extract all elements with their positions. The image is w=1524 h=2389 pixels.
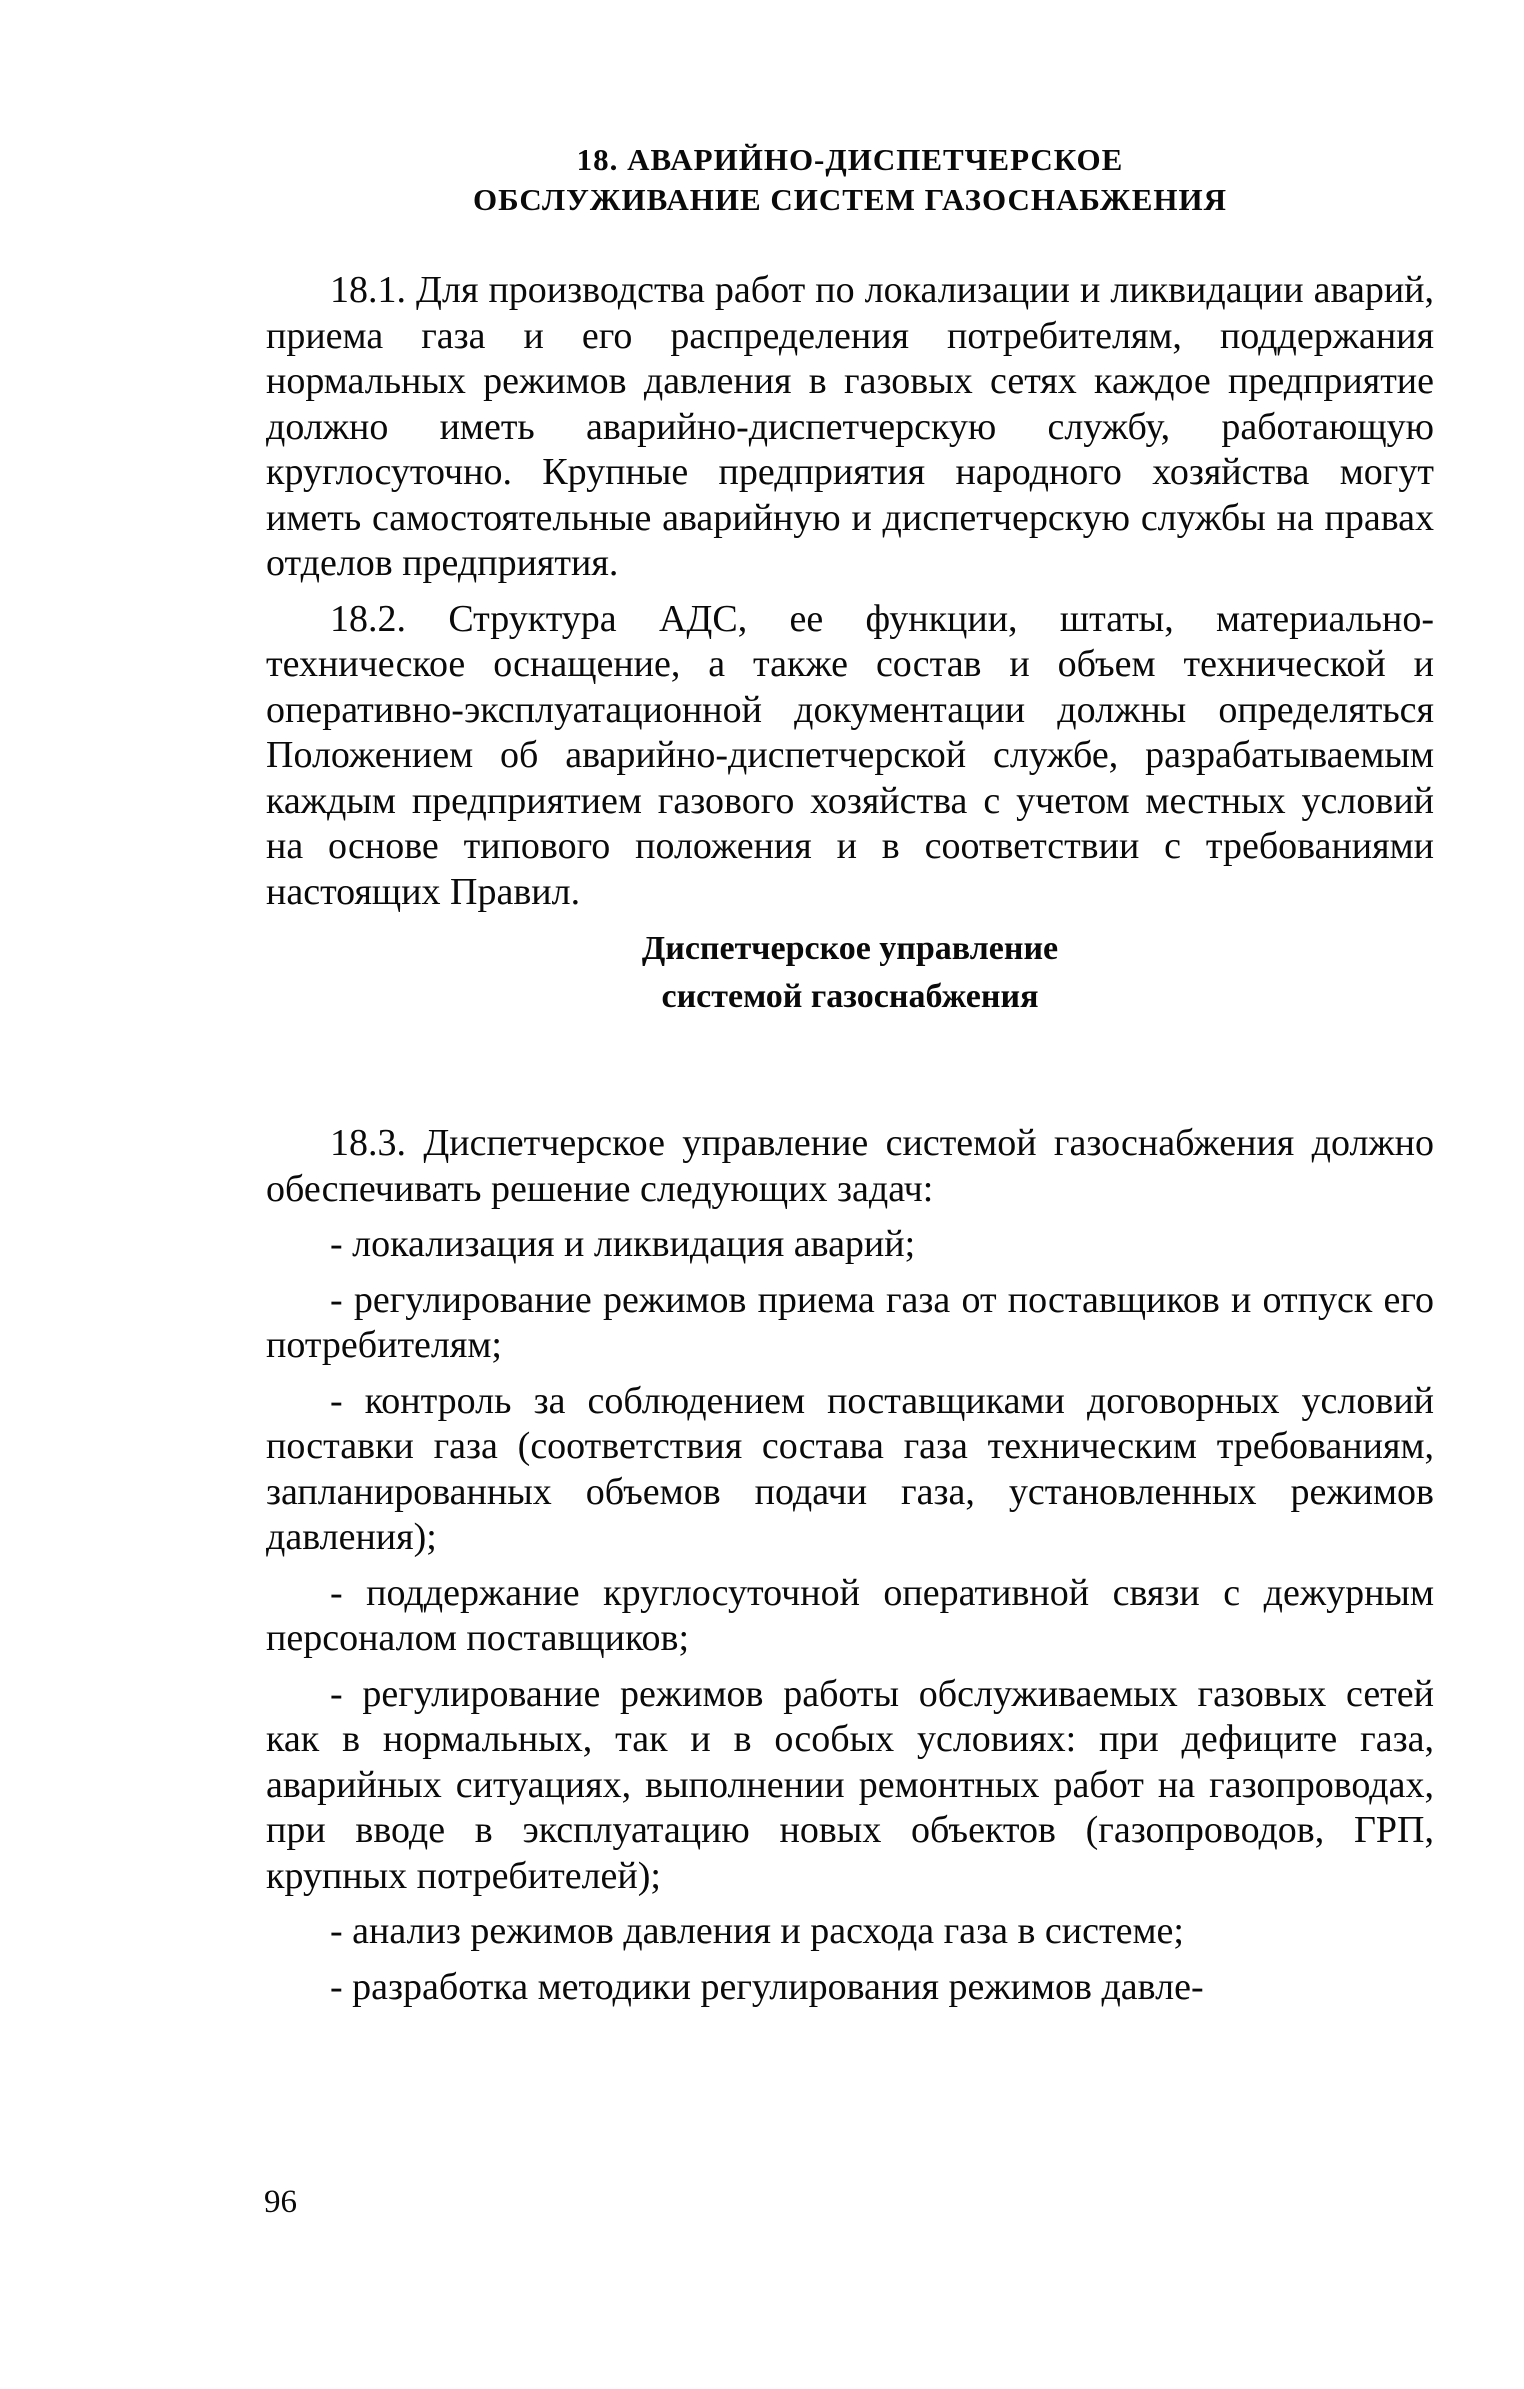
task-list [266, 1222, 1434, 2010]
list-item: - анализ режимов давления и расхода газа в системе; [330, 1910, 1184, 1952]
document-page [266, 140, 1434, 2010]
paragraph-18-3: 18.3. Диспетчерское управление системой газоснабжения должно обеспечивать решение следующих задач: [266, 1122, 1434, 1210]
list-item: - локализация и ликвидация аварий; [330, 1223, 916, 1265]
list-item: - регулирование режимов приема газа от поставщиков и отпуск его потребителям; [266, 1278, 1434, 1366]
list-item: - контроль за соблюдением поставщиками договорных условий поставки газа (соответствия состава газа техническим требованиям, запланированных объемов подачи газа, установленных режимов давления); [266, 1379, 1434, 1558]
section-heading [266, 925, 1434, 1021]
section-heading-line-2: системой газоснабжения [661, 978, 1039, 1015]
paragraph-18-1: 18.1. Для производства работ по локализации и ликвидации аварий, приема газа и его распределения потребителям, поддержания нормальных режимов давления в газовых сетях каждое предприятие должно иметь аварийно-диспетчерскую службу, работающую круглосуточно. Крупные предприятия народного хозяйства могут иметь самостоятельные аварийную и диспетчерскую службы на правах отделов предприятия. [266, 269, 1434, 584]
chapter-title-line-2: ОБСЛУЖИВАНИЕ СИСТЕМ ГАЗОСНАБЖЕНИЯ [472, 182, 1227, 217]
chapter-title-line-1: 18. АВАРИЙНО-ДИСПЕТЧЕРСКОЕ [576, 142, 1124, 177]
chapter-title [266, 140, 1434, 220]
paragraph-18-2: 18.2. Структура АДС, ее функции, штаты, материально-техническое оснащение, а также состав и объем технической и оперативно-эксплуатационной документации должны определяться Положением об аварийно-диспетчерской службе, разрабатываемым каждым предприятием газового хозяйства с учетом местных условий на основе типового положения и в соответствии с требованиями настоящих Правил. [266, 597, 1434, 913]
list-item: - разработка методики регулирования режимов давле- [330, 1965, 1204, 2008]
section-heading-line-1: Диспетчерское управление [641, 930, 1059, 967]
list-item: - регулирование режимов работы обслуживаемых газовых сетей как в нормальных, так и в особых условиях: при дефиците газа, аварийных ситуациях, выполнении ремонтных работ на газопроводах, при вводе в эксплуатацию новых объектов (газопроводов, ГРП, крупных потребителей); [266, 1672, 1434, 1897]
list-item: - поддержание круглосуточной оперативной связи с дежурным персоналом поставщиков; [266, 1571, 1434, 1659]
page-number: 96 [264, 2184, 297, 2220]
